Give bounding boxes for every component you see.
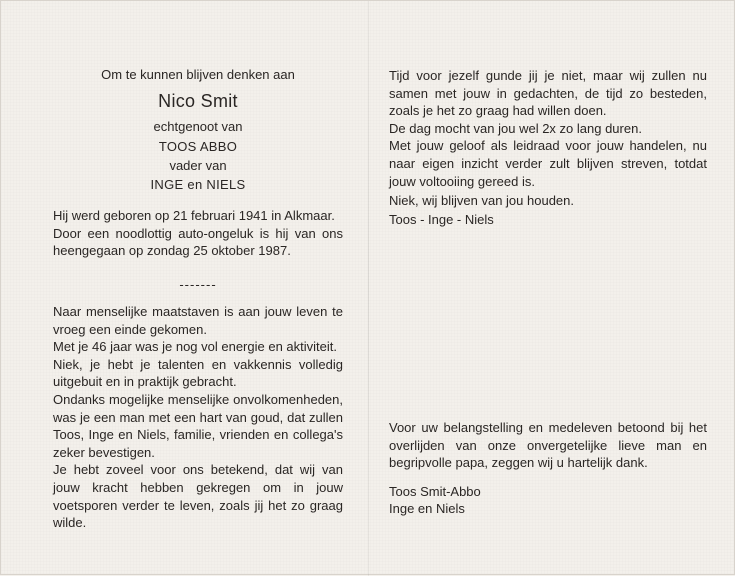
family-signature: Toos - Inge - Niels	[389, 212, 494, 227]
thanks-paragraph: Voor uw belangstelling en medeleven betoond bij het overlijden van onze onvergetelijke lieve man en begripvolle papa, zeggen wij u hartelijk dank.	[389, 420, 707, 471]
thanks-signature-1: Toos Smit-Abbo	[389, 484, 481, 499]
spouse-label: echtgenoot van	[153, 119, 243, 134]
children-names: INGE en NIELS	[150, 177, 246, 192]
poem-paragraph: Tijd voor jezelf gunde jij je niet, maar wij zullen nu samen met jouw in gedachten, de tijd zo besteden, zoals je het zo graag had willen doen. De dag mocht van jou wel 2x zo lang duren. Met jouw geloof als leidraad voor jouw handelen, nu naar eigen inzicht verder zult blijven streven, totdat jouw voltooiing gereed is.	[389, 68, 707, 189]
closing-line: Niek, wij blijven van jou houden.	[389, 193, 574, 208]
section-divider: -------	[179, 277, 217, 292]
intro-line: Om te kunnen blijven denken aan	[101, 67, 295, 82]
thanks-signature-2: Inge en Niels	[389, 501, 465, 516]
birth-death-paragraph: Hij werd geboren op 21 februari 1941 in Alkmaar. Door een noodlottig auto-ongeluk is hij van ons heengegaan op zondag 25 oktober 1987.	[53, 208, 343, 259]
deceased-name: Nico Smit	[158, 91, 238, 111]
tribute-paragraph: Naar menselijke maatstaven is aan jouw leven te vroeg een einde gekomen. Met je 46 jaar was je nog vol energie en aktiviteit. Niek, je hebt je talenten en vakkennis volledig uitgebuit en in praktijk gebracht. Ondanks mogelijke menselijke onvolkomenheden, was je een man met een hart van goud, dat zullen Toos, Inge en Niels, familie, vrienden en collega's zeker bevestigen. Je hebt zoveel voor ons betekend, dat wij van jouw kracht hebben gekregen om in jouw voetsporen verder te leven, zoals jij het zo graag wilde.	[53, 304, 343, 531]
card-fold-line	[368, 1, 369, 576]
spouse-name: TOOS ABBO	[158, 139, 238, 154]
father-label: vader van	[169, 158, 227, 173]
